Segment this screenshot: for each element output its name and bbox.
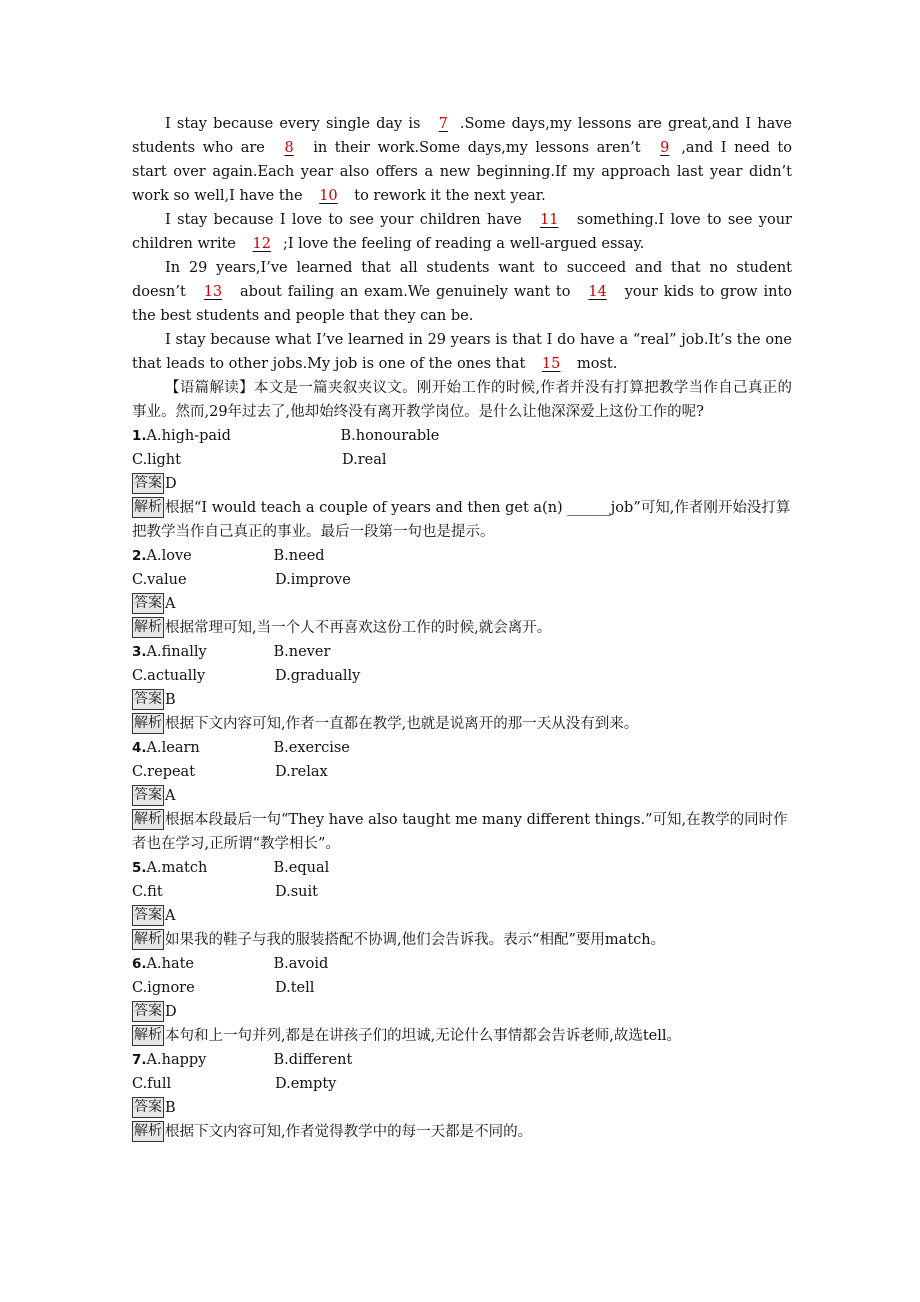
option-c: C.ignore: [132, 980, 195, 996]
answer-value: D: [165, 476, 177, 492]
analysis-text: 如果我的鞋子与我的服装搭配不协调,他们会告诉我。表示“相配”要用match。: [165, 932, 666, 948]
analysis-row: [132, 616, 792, 640]
question-block: [132, 856, 792, 952]
question-number: 3.: [132, 644, 147, 660]
passage-paragraph: [132, 112, 792, 208]
options-row: [132, 880, 792, 904]
passage-paragraph: [132, 208, 792, 256]
question-list: [132, 424, 792, 1144]
analysis-tag: 解析: [132, 929, 164, 950]
analysis-text: 根据常理可知,当一个人不再喜欢这份工作的时候,就会离开。: [165, 620, 552, 636]
analysis-text: 根据“I would teach a couple of years and then get a(n) ______job”可知,作者刚开始没打算把教学当作自己真正的事业。最后一段第一句也是提示。: [132, 500, 791, 540]
option-d: D.real: [342, 452, 387, 468]
question-block: [132, 640, 792, 736]
options-row: [132, 736, 792, 760]
passage-text: In 29 years,I’ve learned that all students want to succeed and that no student doesn’t: [132, 260, 792, 300]
passage-paragraph: [132, 256, 792, 328]
answer-value: B: [165, 692, 176, 708]
analysis-row: [132, 928, 792, 952]
question-block: [132, 736, 792, 856]
question-number: 4.: [132, 740, 147, 756]
options-row: [132, 856, 792, 880]
option-d: D.suit: [275, 884, 318, 900]
options-row: [132, 448, 792, 472]
option-d: D.tell: [275, 980, 315, 996]
option-c: C.actually: [132, 668, 206, 684]
answer-value: D: [165, 1004, 177, 1020]
options-row: [132, 664, 792, 688]
passage-text: your kids to grow into the best students and people that they can be.: [132, 284, 793, 324]
passage-text: ;I love the feeling of reading a well-argued essay.: [282, 236, 645, 252]
passage-text: I stay because I love to see your children have: [165, 212, 529, 228]
passage-text: I stay because every single day is: [165, 116, 427, 132]
analysis-tag: 解析: [132, 497, 164, 518]
analysis-row: [132, 496, 792, 544]
answer-tag: 答案: [132, 1001, 164, 1022]
answer-tag: 答案: [132, 905, 164, 926]
option-a: A.high-paid: [146, 428, 231, 444]
option-c: C.fit: [132, 884, 163, 900]
option-b: B.equal: [273, 860, 330, 876]
answer-row: [132, 904, 792, 928]
passage-text: ,and I need to start over again.Each year also offers a new beginning.If my approach last year didn’t work so well,I have the: [132, 140, 792, 204]
option-b: B.avoid: [273, 956, 329, 972]
option-c: C.light: [132, 452, 181, 468]
analysis-text: 根据本段最后一句“They have also taught me many different things.”可知,在教学的同时作者也在学习,正所谓“教学相长”。: [132, 812, 788, 852]
options-row: [132, 424, 792, 448]
option-d: D.empty: [275, 1076, 337, 1092]
option-a: A.love: [146, 548, 192, 564]
answer-row: [132, 592, 792, 616]
options-row: [132, 760, 792, 784]
answer-value: A: [165, 596, 176, 612]
analysis-text: 本句和上一句并列,都是在讲孩子们的坦诚,无论什么事情都会告诉老师,故选tell。: [165, 1028, 682, 1044]
options-row: [132, 544, 792, 568]
analysis-text: 根据下文内容可知,作者觉得教学中的每一天都是不同的。: [165, 1124, 533, 1140]
options-row: [132, 976, 792, 1000]
passage-text: in their work.Some days,my lessons aren’t: [305, 140, 649, 156]
answer-tag: 答案: [132, 473, 164, 494]
analysis-row: [132, 1024, 792, 1048]
passage-text: about failing an exam.We genuinely want to: [234, 284, 577, 300]
answer-row: [132, 1096, 792, 1120]
passage-text: something.I love to see your children write: [132, 212, 792, 252]
analysis-tag: 解析: [132, 713, 164, 734]
passage-text: most.: [572, 356, 618, 372]
blank-10: 10: [319, 188, 338, 204]
question-block: [132, 544, 792, 640]
analysis-tag: 解析: [132, 1025, 164, 1046]
question-number: 6.: [132, 956, 147, 972]
options-row: [132, 640, 792, 664]
blank-11: 11: [540, 212, 559, 228]
analysis-row: [132, 1120, 792, 1144]
passage-paragraph: [132, 328, 792, 376]
option-a: A.hate: [146, 956, 195, 972]
options-row: [132, 568, 792, 592]
answer-row: [132, 1000, 792, 1024]
option-d: D.relax: [275, 764, 328, 780]
answer-tag: 答案: [132, 1097, 164, 1118]
question-number: 2.: [132, 548, 147, 564]
document-page: [132, 112, 792, 1144]
blank-13: 13: [203, 284, 223, 300]
option-d: D.improve: [275, 572, 351, 588]
blank-14: 14: [588, 284, 607, 300]
answer-value: A: [165, 788, 176, 804]
passage-text: I stay because what I’ve learned in 29 years is that I do have a “real” job.It’s the one that leads to other jobs.My job is one of the ones that: [132, 332, 792, 372]
passage-text: to rework it the next year.: [349, 188, 546, 204]
question-block: [132, 424, 792, 544]
option-b: B.honourable: [340, 428, 440, 444]
options-row: [132, 1072, 792, 1096]
answer-row: [132, 472, 792, 496]
options-row: [132, 1048, 792, 1072]
blank-9: 9: [660, 140, 670, 156]
option-b: B.need: [273, 548, 325, 564]
answer-value: B: [165, 1100, 176, 1116]
blank-15: 15: [541, 356, 561, 372]
option-a: A.happy: [146, 1052, 207, 1068]
option-b: B.different: [273, 1052, 353, 1068]
passage-interpretation: 【语篇解读】本文是一篇夹叙夹议文。刚开始工作的时候,作者并没有打算把教学当作自己真正的事业。然而,29年过去了,他却始终没有离开教学岗位。是什么让他深深爱上这份工作的呢?: [132, 380, 792, 420]
blank-8: 8: [284, 140, 294, 156]
answer-value: A: [165, 908, 176, 924]
options-row: [132, 952, 792, 976]
analysis-row: [132, 712, 792, 736]
analysis-text: 根据下文内容可知,作者一直都在教学,也就是说离开的那一天从没有到来。: [165, 716, 639, 732]
question-block: [132, 1048, 792, 1144]
question-number: 1.: [132, 428, 147, 444]
analysis-tag: 解析: [132, 1121, 164, 1142]
answer-row: [132, 688, 792, 712]
blank-12: 12: [252, 236, 271, 252]
option-c: C.full: [132, 1076, 172, 1092]
option-c: C.repeat: [132, 764, 196, 780]
option-a: A.finally: [146, 644, 207, 660]
analysis-row: [132, 808, 792, 856]
question-number: 7.: [132, 1052, 147, 1068]
question-block: [132, 952, 792, 1048]
option-a: A.match: [146, 860, 208, 876]
answer-tag: 答案: [132, 689, 164, 710]
question-number: 5.: [132, 860, 147, 876]
analysis-tag: 解析: [132, 617, 164, 638]
option-b: B.exercise: [273, 740, 350, 756]
option-a: A.learn: [146, 740, 200, 756]
answer-row: [132, 784, 792, 808]
answer-tag: 答案: [132, 593, 164, 614]
option-d: D.gradually: [275, 668, 361, 684]
analysis-tag: 解析: [132, 809, 164, 830]
passage-text: .Some days,my lessons are great,and I have students who are: [132, 116, 792, 156]
option-c: C.value: [132, 572, 187, 588]
blank-7: 7: [438, 116, 448, 132]
option-b: B.never: [273, 644, 331, 660]
answer-tag: 答案: [132, 785, 164, 806]
